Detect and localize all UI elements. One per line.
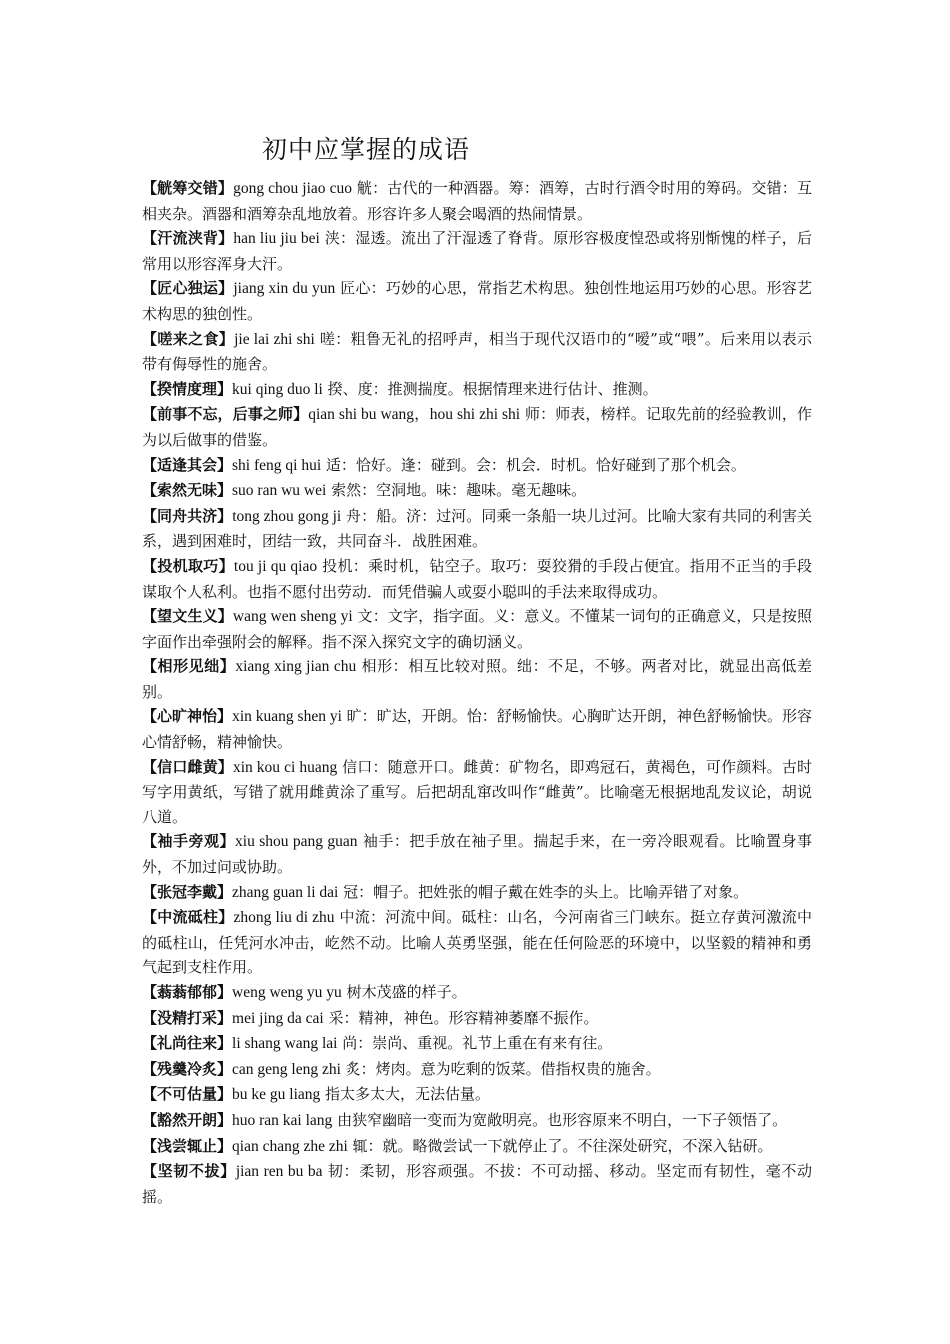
idiom-pinyin: can geng leng zhi <box>232 1060 341 1078</box>
idiom-head: 【觥筹交错】 <box>142 179 234 197</box>
idiom-pinyin: suo ran wu wei <box>232 482 327 500</box>
idiom-head: 【中流砥柱】 <box>142 908 234 927</box>
idiom-definition: 信口：随意开口。雌黄：矿物名，即鸡冠石，黄褐色，可作颜料。古时写字用黄纸，写错了就用雌黄涂了重写。后把胡乱窜改叫作“雌黄”。比喻毫无根据地乱发议论，胡说八道。 <box>142 757 812 826</box>
idiom-entry <box>142 1031 812 1057</box>
idiom-entry <box>142 327 812 377</box>
idiom-head: 【礼尚往来】 <box>142 1034 233 1053</box>
idiom-pinyin: wang wen sheng yi <box>232 608 353 626</box>
idiom-head: 【投机取巧】 <box>142 556 234 575</box>
idiom-entry <box>142 704 812 754</box>
idiom-head: 【坚韧不拔】 <box>142 1162 236 1181</box>
idiom-head: 【前事不忘，后事之师】 <box>142 405 309 424</box>
idiom-entry <box>142 880 812 906</box>
idiom-entry <box>142 176 812 226</box>
idiom-definition: 树木茂盛的样子。 <box>341 983 467 1001</box>
idiom-pinyin: zhang guan li dai <box>232 883 339 901</box>
idiom-definition: 文：文字，指字面。义：意义。不懂某一词句的正确意义，只是按照字面作出牵强附会的解释。指不深入探究文字的确切涵义。 <box>142 607 812 651</box>
idiom-pinyin: jie lai zhi shi <box>234 330 315 348</box>
idiom-head: 【浅尝辄止】 <box>142 1136 233 1155</box>
idiom-definition: 适：恰好。逢：碰到。会：机会．时机。恰好碰到了那个机会。 <box>321 455 746 474</box>
idiom-definition: 中流：河流中间。砥柱：山名，今河南省三门峡东。挺立存黄河激流中的砥柱山，任凭河水冲击，屹然不动。比喻人英勇坚强，能在任何险恶的环境中，以坚毅的精神和勇气起到支柱作用。 <box>142 908 812 977</box>
idiom-pinyin: jian ren bu ba <box>235 1163 323 1181</box>
idiom-pinyin: xiang xing jian chu <box>235 658 357 676</box>
idiom-entry <box>142 276 812 326</box>
idiom-entry <box>142 453 812 479</box>
idiom-entry <box>142 829 812 879</box>
idiom-entry <box>142 226 812 276</box>
idiom-pinyin: mei jing da cai <box>232 1009 324 1027</box>
idiom-definition: 相形：相互比较对照。绌：不足，不够。两者对比，就显出高低差别。 <box>142 657 812 701</box>
idiom-definition: 指太多太大，无法估量。 <box>320 1085 491 1104</box>
idiom-definition: 揆、度：推测揣度。根据情理来进行估计、推测。 <box>322 379 658 398</box>
idiom-entry <box>142 1159 812 1209</box>
idiom-pinyin: tou ji qu qiao <box>233 557 318 575</box>
idiom-definition: 索然：空洞地。味：趣味。毫无趣味。 <box>326 481 587 500</box>
idiom-entry <box>142 402 812 452</box>
idiom-head: 【望文生义】 <box>142 607 233 626</box>
idiom-definition: 师：师表，榜样。记取先前的经验教训，作为以后做事的借鉴。 <box>142 405 812 449</box>
idiom-head: 【不可估量】 <box>142 1085 233 1104</box>
idiom-definition: 冠：帽子。把姓张的帽子戴在姓李的头上。比喻弄错了对象。 <box>338 882 749 901</box>
idiom-pinyin: zhong liu di zhu <box>233 909 335 927</box>
idiom-head: 【张冠李戴】 <box>142 882 233 901</box>
idiom-head: 【匠心独运】 <box>142 279 234 298</box>
idiom-pinyin: kui qing duo li <box>232 380 323 398</box>
idiom-head: 【索然无味】 <box>142 481 233 500</box>
idiom-entry <box>142 1082 812 1108</box>
idiom-definition: 嗟：粗鲁无礼的招呼声，相当于现代汉语巾的“嗳”或“喂”。后来用以表示带有侮辱性的施舍。 <box>142 329 813 374</box>
idiom-pinyin: xin kuang shen yi <box>232 708 342 726</box>
idiom-pinyin: gong chou jiao cuo <box>233 180 352 197</box>
idiom-entry <box>142 1108 812 1134</box>
idiom-definition: 袖手：把手放在袖子里。揣起手来，在一旁冷眼观看。比喻置身事外，不加过问或协助。 <box>142 832 812 877</box>
idiom-entry <box>142 654 812 704</box>
idiom-definition: 辄：就。略微尝试一下就停止了。不往深处研究，不深入钻研。 <box>347 1136 773 1155</box>
idiom-entry <box>142 1057 812 1083</box>
idiom-definition: 浃：湿透。流出了汗湿透了脊背。原形容极度惶恐或将别惭愧的样子，后常用以形容浑身大汗。 <box>142 229 812 273</box>
idiom-entry <box>142 478 812 504</box>
idiom-definition: 旷：旷达，开朗。怡：舒畅愉快。心胸旷达开朗，神色舒畅愉快。形容心情舒畅，精神愉快。 <box>142 707 812 752</box>
idiom-definition: 觥：古代的一种酒器。筹：酒筹，古时行酒令时用的筹码。交错：互相夹杂。酒器和酒筹杂乱地放着。形容许多人聚会喝酒的热闹情景。 <box>142 179 812 223</box>
idiom-entry <box>142 1006 812 1032</box>
idiom-pinyin: weng weng yu yu <box>232 984 342 1001</box>
idiom-definition: 韧：柔韧，形容顽强。不拔：不可动摇、移动。坚定而有韧性，毫不动摇。 <box>142 1162 812 1206</box>
idiom-head: 【蓊蓊郁郁】 <box>142 983 233 1001</box>
idiom-head: 【没精打采】 <box>142 1008 233 1027</box>
idiom-pinyin: xiu shou pang guan <box>235 833 358 851</box>
idiom-definition: 采：精神，神色。形容精神萎靡不振作。 <box>323 1008 599 1027</box>
idiom-head: 【嗟来之食】 <box>142 329 235 348</box>
idiom-pinyin: bu ke gu liang <box>232 1086 321 1104</box>
idiom-list <box>142 176 812 1209</box>
idiom-pinyin: qian shi bu wang，hou shi zhi shi <box>308 406 521 424</box>
idiom-definition: 匠心：巧妙的心思，常指艺术构思。独创性地运用巧妙的心思。形容艺术构思的独创性。 <box>142 279 812 323</box>
idiom-definition: 舟：船。济：过河。同乘一条船一块儿过河。比喻大家有共同的利害关系，遇到困难时，团结一致，共同奋斗．战胜困难。 <box>142 506 812 551</box>
idiom-head: 【心旷神怡】 <box>142 707 233 726</box>
idiom-definition: 投机：乘时机，钻空子。取巧：耍狡猾的手段占便宜。指用不正当的手段谋取个人私利。也指不愿付出劳动．而凭借骗人或耍小聪叫的手法来取得成功。 <box>142 556 812 601</box>
idiom-pinyin: li shang wang lai <box>232 1035 338 1053</box>
idiom-head: 【揆情度理】 <box>142 379 233 398</box>
idiom-head: 【汗流浃背】 <box>142 229 234 248</box>
idiom-entry <box>142 1134 812 1160</box>
idiom-definition: 由狭窄幽暗一变而为宽敞明亮。也形容原来不明白，一下子领悟了。 <box>332 1110 788 1129</box>
idiom-pinyin: jiang xin du yun <box>233 280 336 298</box>
idiom-definition: 炙：烤肉。意为吃剩的饭菜。借指权贵的施舍。 <box>340 1059 661 1078</box>
idiom-head: 【残羹冷炙】 <box>142 1059 233 1078</box>
idiom-pinyin: xin kou ci huang <box>232 758 338 776</box>
idiom-head: 【豁然开朗】 <box>142 1110 233 1129</box>
idiom-pinyin: han liu jiu bei <box>233 230 320 248</box>
idiom-pinyin: shi feng qi hui <box>232 456 322 474</box>
idiom-head: 【同舟共济】 <box>142 506 233 525</box>
idiom-entry <box>142 905 812 980</box>
idiom-pinyin: qian chang zhe zhi <box>232 1137 348 1155</box>
idiom-pinyin: huo ran kai lang <box>232 1111 333 1129</box>
idiom-head: 【袖手旁观】 <box>142 832 236 851</box>
idiom-entry <box>142 604 812 654</box>
idiom-head: 【相形见绌】 <box>142 657 236 676</box>
idiom-head: 【信口雌黄】 <box>142 757 233 776</box>
page-title: 初中应掌握的成语 <box>262 135 471 164</box>
idiom-entry <box>142 554 812 604</box>
idiom-entry <box>142 980 812 1006</box>
idiom-pinyin: tong zhou gong ji <box>232 507 342 525</box>
idiom-head: 【适逢其会】 <box>142 455 233 474</box>
idiom-entry <box>142 504 812 554</box>
idiom-entry <box>142 755 812 830</box>
idiom-definition: 尚：崇尚、重视。礼节上重在有来有往。 <box>337 1034 613 1053</box>
idiom-entry <box>142 377 812 403</box>
